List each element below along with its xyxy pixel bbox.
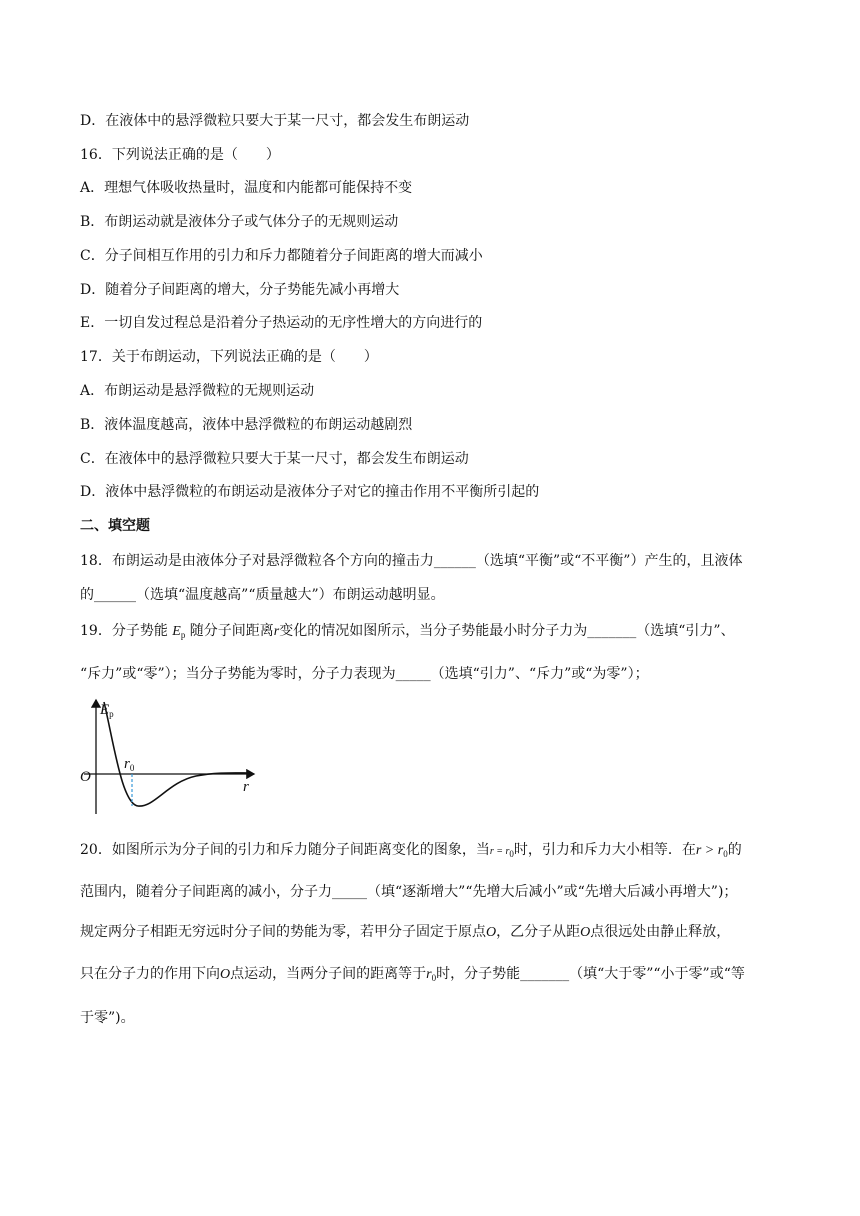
q15-option-d: D．在液体中的悬浮微粒只要大于某一尺寸，都会发生布朗运动 xyxy=(80,113,470,129)
q17-option-a: A．布朗运动是悬浮微粒的无规则运动 xyxy=(80,383,315,399)
q16-option-a: A．理想气体吸收热量时，温度和内能都可能保持不变 xyxy=(80,180,413,196)
q19-text-b: 随分子间距离 xyxy=(189,623,274,639)
q19-line-1 xyxy=(80,621,735,645)
q16-option-b: B．布朗运动就是液体分子或气体分子的无规则运动 xyxy=(80,214,399,230)
q20-line-1 xyxy=(80,840,742,864)
x-axis-label: r xyxy=(243,779,249,795)
r0-label: $r_0$ xyxy=(124,756,135,773)
origin-label: O xyxy=(80,769,91,785)
q16-option-e: E．一切自发过程总是沿着分子热运动的无序性增大的方向进行的 xyxy=(80,315,483,331)
q17-option-b: B．液体温度越高，液体中悬浮微粒的布朗运动越剧烈 xyxy=(80,417,413,433)
potential-energy-graph xyxy=(76,694,266,824)
q17-option-c: C．在液体中的悬浮微粒只要大于某一尺寸，都会发生布朗运动 xyxy=(80,451,469,467)
q20-text-c: 的 xyxy=(727,842,742,858)
q20-ineq: $r > r_0$ xyxy=(695,843,728,859)
potential-curve xyxy=(104,702,251,806)
y-axis-label: $E_p$ xyxy=(100,702,114,719)
q18-line-2: 的______（选填“温度越高”“质量越大”）布朗运动越明显。 xyxy=(80,587,445,603)
q20-line-2: 范围内，随着分子间距离的减小，分子力_____（填“逐渐增大”“先增大后减小”或“先增大后减小再增大”)； xyxy=(80,884,738,900)
q16-option-c: C．分子间相互作用的引力和斥力都随着分子间距离的增大而减小 xyxy=(80,248,483,264)
q17-stem: 17．关于布朗运动，下列说法正确的是（ ） xyxy=(80,349,378,365)
q20-line-3: 规定两分子相距无穷远时分子间的势能为零，若甲分子固定于原点O，乙分子从距O点很远处由静止释放， xyxy=(80,924,731,940)
q20-line-4: 只在分子力的作用下向O点运动，当两分子间的距离等于$r_0$时，分子势能_______（填“大于零”“小于零”或“等 xyxy=(80,966,745,983)
q16-option-d: D．随着分子间距离的增大，分子势能先减小再增大 xyxy=(80,282,400,298)
symbol-ep: $E_p$ xyxy=(172,624,186,640)
symbol-r: r xyxy=(273,624,280,639)
q20-text-a: 20．如图所示为分子间的引力和斥力随分子间距离变化的图象，当 xyxy=(80,842,490,858)
q16-stem: 16．下列说法正确的是（ ） xyxy=(80,147,280,163)
q19-text-a: 19．分子势能 xyxy=(80,623,168,639)
q19-text-c: 变化的情况如图所示，当分子势能最小时分子力为_______（选填“引力”、 xyxy=(279,623,735,639)
section-title-fill-blank: 二、填空题 xyxy=(80,518,150,534)
q17-option-d: D．液体中悬浮微粒的布朗运动是液体分子对它的撞击作用不平衡所引起的 xyxy=(80,484,540,500)
q18-line-1: 18．布朗运动是由液体分子对悬浮微粒各个方向的撞击力______（选填“平衡”或“不平衡”）产生的，且液体 xyxy=(80,553,743,569)
q19-line-2: “斥力”或“零”）；当分子势能为零时，分子力表现为_____（选填“引力”、“斥力”或“为零”）； xyxy=(80,666,649,682)
q20-text-b: 时，引力和斥力大小相等．在 xyxy=(513,842,696,858)
q20-line-5: 于零”)。 xyxy=(80,1010,135,1026)
q20-eq: r = r0 xyxy=(489,846,514,859)
